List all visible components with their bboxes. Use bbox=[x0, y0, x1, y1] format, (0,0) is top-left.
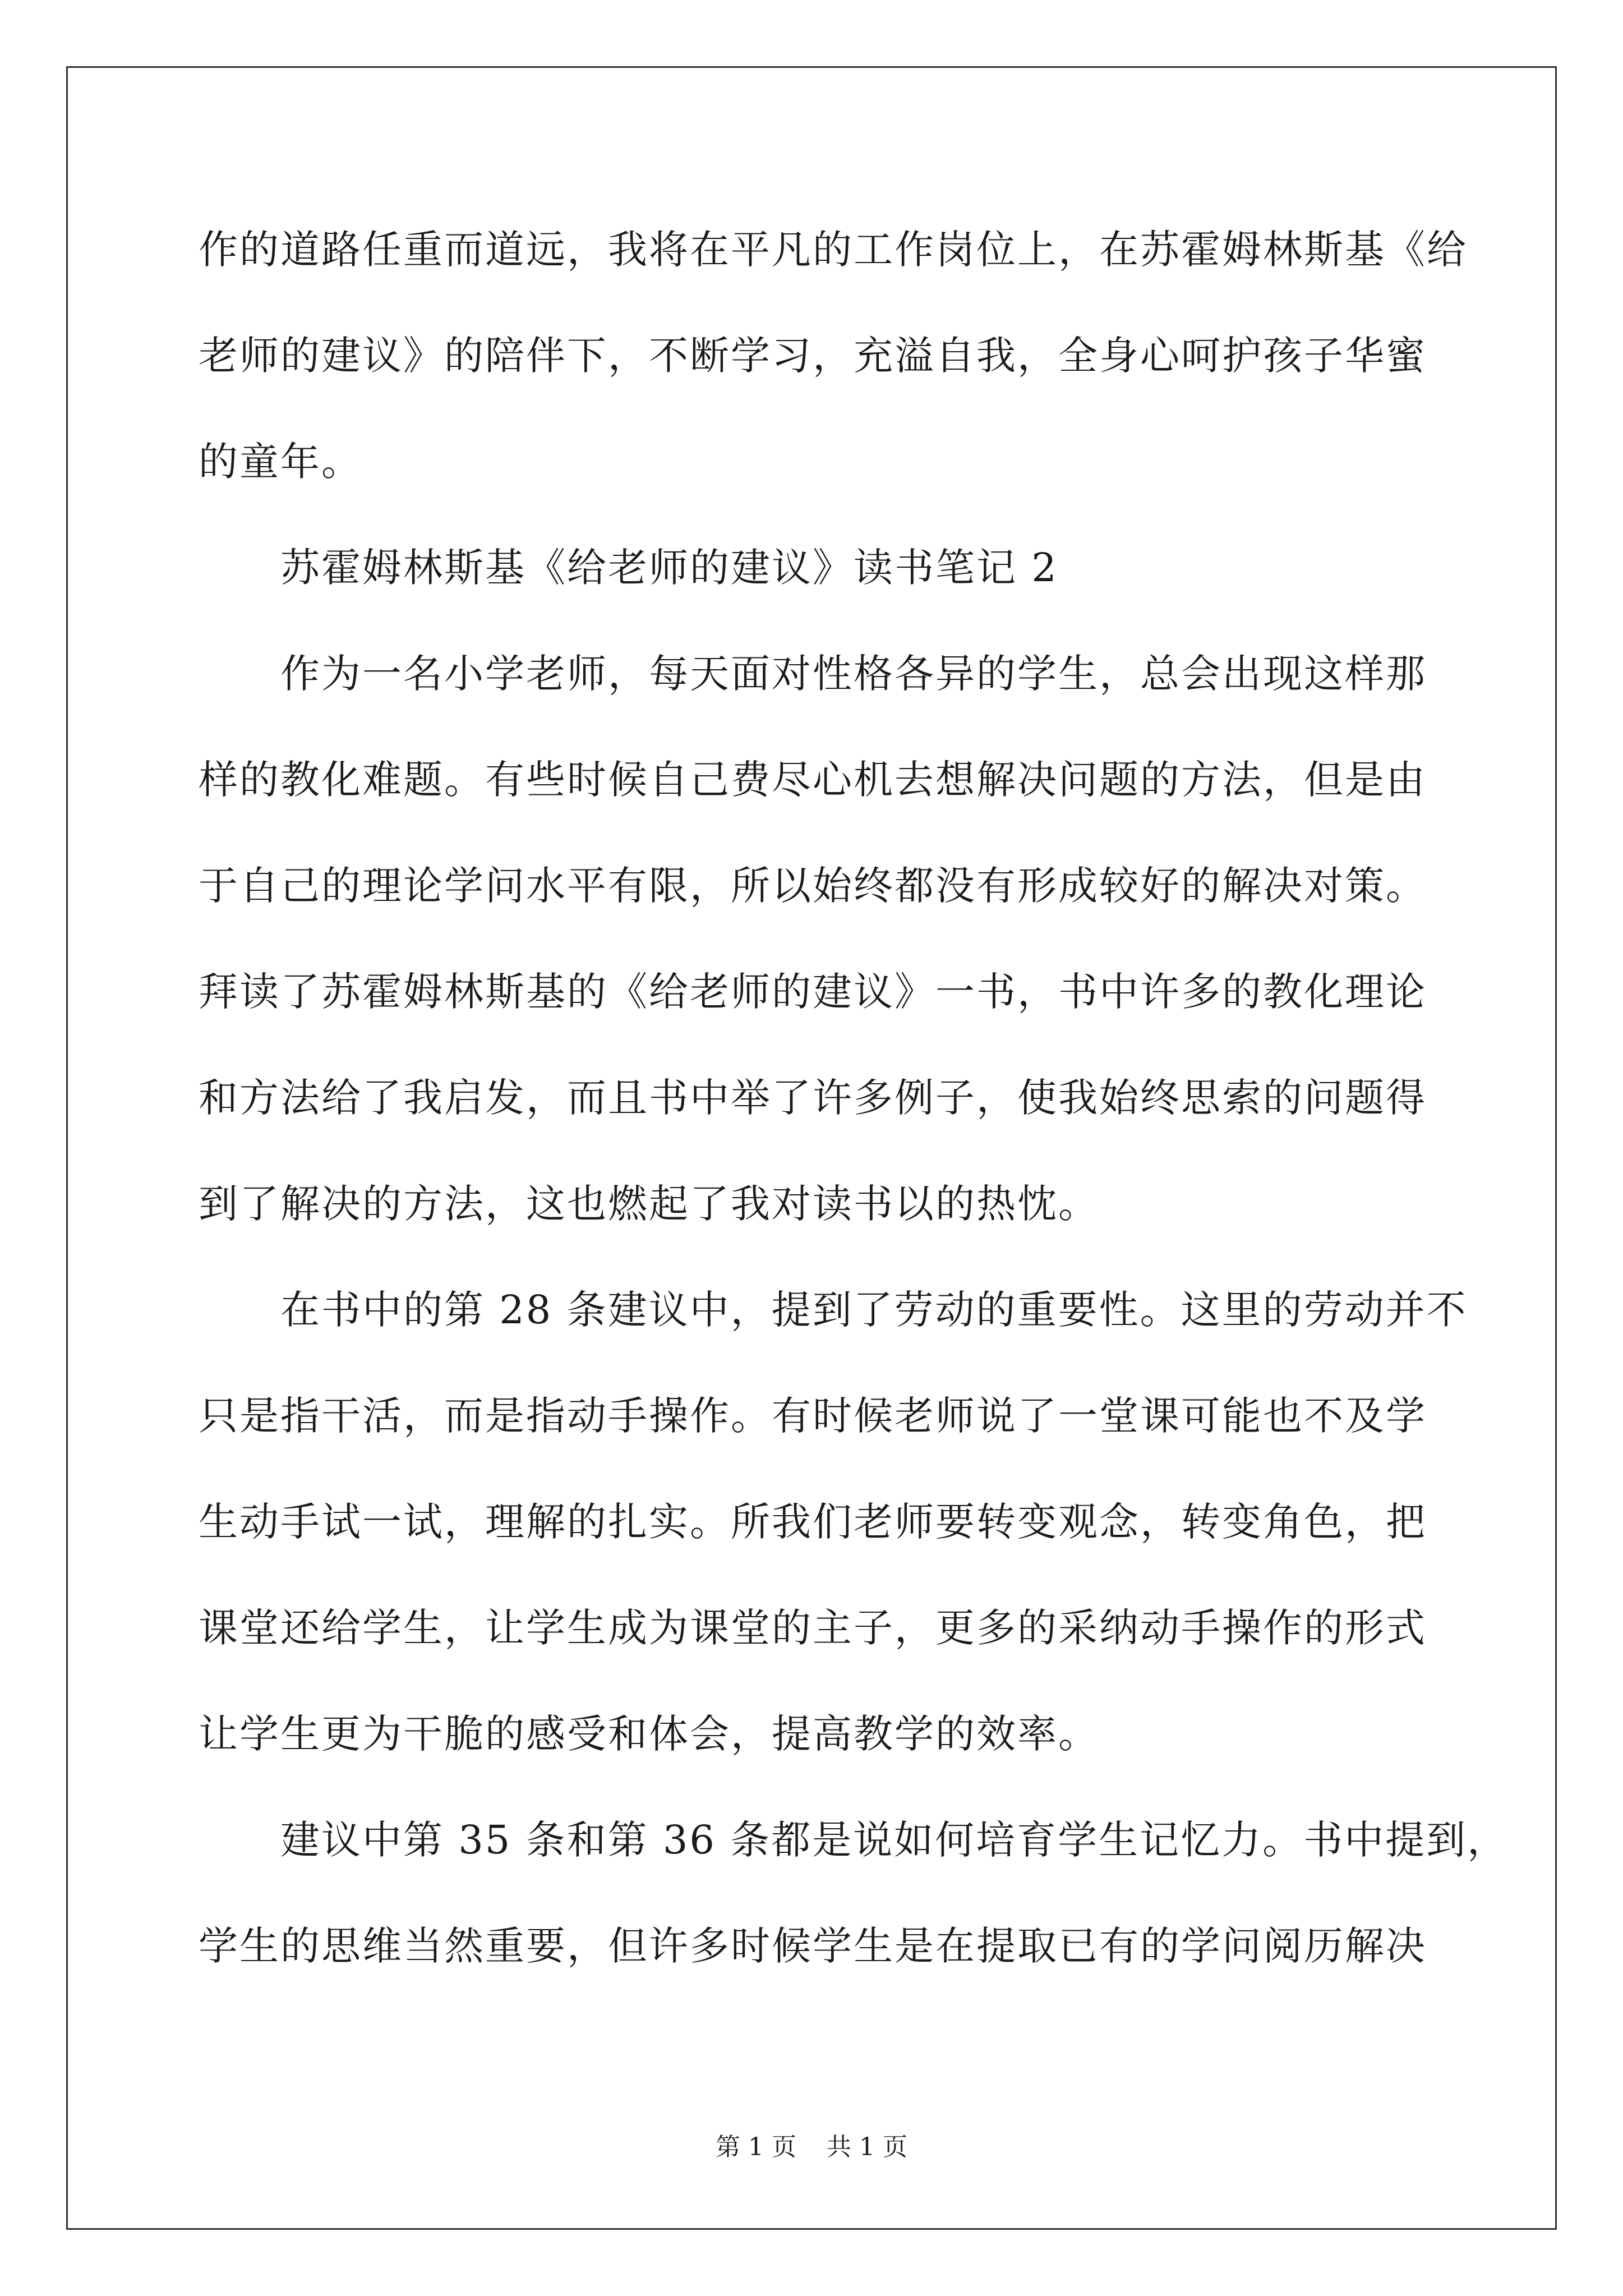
text-line: 课堂还给学生，让学生成为课堂的主子，更多的采纳动手操作的形式 bbox=[199, 1605, 1427, 1651]
section-heading: 苏霍姆林斯基《给老师的建议》读书笔记 2 bbox=[280, 545, 1058, 591]
text-line: 让学生更为干脆的感受和体会，提高教学的效率。 bbox=[199, 1711, 1099, 1757]
text-line: 样的教化难题。有些时候自己费尽心机去想解决问题的方法，但是由 bbox=[199, 757, 1427, 803]
page-total: 共 1 页 bbox=[827, 2133, 907, 2161]
text-line: 在书中的第 28 条建议中，提到了劳动的重要性。这里的劳动并不 bbox=[280, 1287, 1468, 1333]
text-line: 拜读了苏霍姆林斯基的《给老师的建议》一书，书中许多的教化理论 bbox=[199, 969, 1427, 1015]
page-number: 第 1 页 bbox=[716, 2133, 796, 2161]
page-border bbox=[66, 66, 1557, 2230]
text-line: 学生的思维当然重要，但许多时候学生是在提取已有的学问阅历解决 bbox=[199, 1923, 1427, 1969]
text-line: 作的道路任重而道远，我将在平凡的工作岗位上，在苏霍姆林斯基《给 bbox=[199, 227, 1468, 273]
page-footer bbox=[0, 2131, 1623, 2164]
text-line: 老师的建议》的陪伴下，不断学习，充溢自我，全身心呵护孩子华蜜 bbox=[199, 333, 1427, 379]
text-line: 的童年。 bbox=[199, 439, 362, 485]
text-line: 到了解决的方法，这也燃起了我对读书以的热忱。 bbox=[199, 1181, 1099, 1227]
text-line: 只是指干活，而是指动手操作。有时候老师说了一堂课可能也不及学 bbox=[199, 1393, 1427, 1439]
text-line: 建议中第 35 条和第 36 条都是说如何培育学生记忆力。书中提到， bbox=[280, 1817, 1509, 1863]
text-line: 和方法给了我启发，而且书中举了许多例子，使我始终思索的问题得 bbox=[199, 1075, 1427, 1121]
text-line: 作为一名小学老师，每天面对性格各异的学生，总会出现这样那 bbox=[280, 651, 1427, 697]
text-line: 生动手试一试，理解的扎实。所我们老师要转变观念，转变角色，把 bbox=[199, 1499, 1427, 1545]
text-line: 于自己的理论学问水平有限，所以始终都没有形成较好的解决对策。 bbox=[199, 863, 1427, 909]
